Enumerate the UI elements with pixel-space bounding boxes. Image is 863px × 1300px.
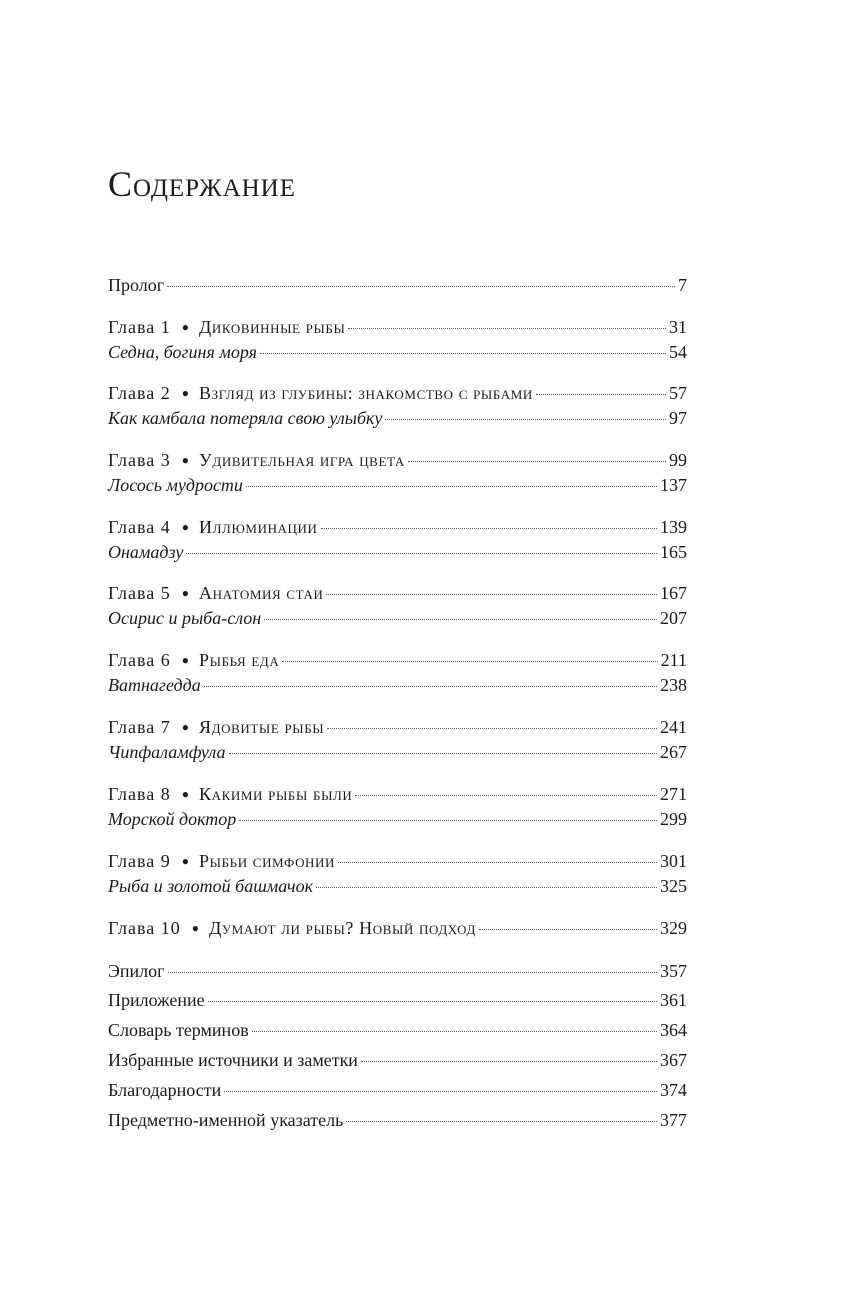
subentry-page: 207: [660, 608, 687, 628]
dot-leader: [355, 794, 657, 796]
toc-subentry-7[interactable]: [108, 740, 687, 764]
toc-chapter-1[interactable]: [108, 315, 687, 341]
page-title: Содержание: [108, 164, 297, 204]
toc-chapter-2[interactable]: [108, 381, 687, 407]
toc-entry-prologue[interactable]: [108, 273, 687, 297]
chapter-title: Анатомия стаи: [199, 583, 324, 603]
dot-leader: [224, 1090, 657, 1092]
dot-leader: [246, 485, 657, 487]
toc-entry-page: 7: [678, 275, 687, 295]
subentry-page: 97: [669, 408, 687, 428]
toc-entry-appendix[interactable]: [108, 988, 687, 1012]
toc-subentry-9[interactable]: [108, 874, 687, 898]
dot-leader: [229, 752, 658, 754]
dot-leader: [252, 1030, 657, 1032]
chapter-label: Глава 8: [108, 784, 171, 804]
subentry-title: Морской доктор: [108, 809, 237, 829]
chapter-label: Глава 1: [108, 317, 171, 337]
subentry-title: Лосось мудрости: [108, 475, 243, 495]
chapter-label: Глава 2: [108, 383, 171, 403]
bullet-icon: ●: [181, 720, 190, 734]
chapter-page: 211: [660, 650, 687, 670]
chapter-title: Какими рыбы были: [199, 784, 353, 804]
dot-leader: [536, 393, 666, 395]
toc-subentry-6[interactable]: [108, 673, 687, 697]
bullet-icon: ●: [181, 386, 190, 400]
toc-entry-title: Избранные источники и заметки: [108, 1050, 358, 1070]
dot-leader: [479, 928, 657, 930]
dot-leader: [361, 1060, 657, 1062]
toc-chapter-7[interactable]: [108, 715, 687, 741]
dot-leader: [168, 971, 657, 973]
bullet-icon: ●: [191, 921, 200, 935]
bullet-icon: ●: [181, 586, 190, 600]
toc-entry-epilogue[interactable]: [108, 959, 687, 983]
toc-subentry-8[interactable]: [108, 807, 687, 831]
toc-subentry-4[interactable]: [108, 540, 687, 564]
dot-leader: [321, 527, 657, 529]
chapter-label: Глава 4: [108, 517, 171, 537]
toc-entry-sources[interactable]: [108, 1048, 687, 1072]
chapter-page: 139: [660, 517, 687, 537]
toc-chapter-8[interactable]: [108, 782, 687, 808]
chapter-label: Глава 10: [108, 918, 181, 938]
toc-subentry-3[interactable]: [108, 473, 687, 497]
chapter-page: 99: [669, 450, 687, 470]
toc-entry-title: Эпилог: [108, 961, 165, 981]
toc-entry-title: Приложение: [108, 990, 205, 1010]
chapter-page: 57: [669, 383, 687, 403]
chapter-label: Глава 5: [108, 583, 171, 603]
chapter-page: 31: [669, 317, 687, 337]
chapter-title: Рыбьи симфонии: [199, 851, 336, 871]
chapter-title: Думают ли рыбы? Новый подход: [209, 918, 476, 938]
dot-leader: [264, 618, 657, 620]
subentry-page: 299: [660, 809, 687, 829]
toc-entry-page: 364: [660, 1020, 687, 1040]
toc-entry-page: 357: [660, 961, 687, 981]
subentry-page: 267: [660, 742, 687, 762]
toc-entry-page: 367: [660, 1050, 687, 1070]
subentry-page: 54: [669, 342, 687, 362]
toc-chapter-9[interactable]: [108, 849, 687, 875]
chapter-page: 271: [660, 784, 687, 804]
chapter-title: Взгляд из глубины: знакомство с рыбами: [199, 383, 533, 403]
subentry-title: Седна, богиня моря: [108, 342, 257, 362]
subentry-title: Онамадзу: [108, 542, 184, 562]
dot-leader: [327, 727, 657, 729]
chapter-page: 329: [660, 918, 687, 938]
chapter-page: 167: [660, 583, 687, 603]
subentry-page: 325: [660, 876, 687, 896]
bullet-icon: ●: [181, 653, 190, 667]
subentry-title: Чипфаламфула: [108, 742, 226, 762]
subentry-title: Ватнагедда: [108, 675, 201, 695]
subentry-page: 165: [660, 542, 687, 562]
toc-subentry-5[interactable]: [108, 606, 687, 630]
dot-leader: [338, 861, 657, 863]
chapter-title: Удивительная игра цвета: [199, 450, 405, 470]
subentry-title: Осирис и рыба-слон: [108, 608, 262, 628]
chapter-label: Глава 3: [108, 450, 171, 470]
chapter-label: Глава 9: [108, 851, 171, 871]
subentry-page: 238: [660, 675, 687, 695]
toc-entry-page: 377: [660, 1110, 687, 1130]
bullet-icon: ●: [181, 320, 190, 334]
chapter-title: Диковинные рыбы: [199, 317, 346, 337]
dot-leader: [167, 285, 675, 287]
dot-leader: [208, 1000, 657, 1002]
toc-subentry-2[interactable]: [108, 406, 687, 430]
chapter-label: Глава 6: [108, 650, 171, 670]
toc-entry-glossary[interactable]: [108, 1018, 687, 1042]
dot-leader: [239, 819, 657, 821]
subentry-title: Рыба и золотой башмачок: [108, 876, 314, 896]
toc-entry-title: Пролог: [108, 275, 165, 295]
toc-entry-page: 374: [660, 1080, 687, 1100]
bullet-icon: ●: [181, 787, 190, 801]
toc-entry-index[interactable]: [108, 1108, 687, 1132]
toc-subentry-1[interactable]: [108, 340, 687, 364]
dot-leader: [326, 593, 657, 595]
dot-leader: [385, 418, 666, 420]
chapter-label: Глава 7: [108, 717, 171, 737]
chapter-title: Рыбья еда: [199, 650, 280, 670]
subentry-page: 137: [660, 475, 687, 495]
chapter-page: 301: [660, 851, 687, 871]
bullet-icon: ●: [181, 854, 190, 868]
dot-leader: [186, 552, 657, 554]
bullet-icon: ●: [181, 520, 190, 534]
toc-chapter-6[interactable]: [108, 648, 687, 674]
chapter-title: Ядовитые рыбы: [199, 717, 325, 737]
dot-leader: [346, 1120, 657, 1122]
dot-leader: [204, 685, 657, 687]
toc-chapter-5[interactable]: [108, 581, 687, 607]
subentry-title: Как камбала потеряла свою улыбку: [108, 408, 383, 428]
dot-leader: [282, 660, 657, 662]
toc-entry-acknowledgements[interactable]: [108, 1078, 687, 1102]
toc-chapter-10[interactable]: [108, 916, 687, 942]
dot-leader: [316, 886, 657, 888]
chapter-title: Иллюминации: [199, 517, 318, 537]
dot-leader: [348, 327, 666, 329]
dot-leader: [260, 352, 666, 354]
toc-entry-title: Благодарности: [108, 1080, 222, 1100]
toc-entry-title: Словарь терминов: [108, 1020, 249, 1040]
bullet-icon: ●: [181, 453, 190, 467]
toc-entry-page: 361: [660, 990, 687, 1010]
dot-leader: [408, 460, 666, 462]
toc-chapter-4[interactable]: [108, 515, 687, 541]
toc-chapter-3[interactable]: [108, 448, 687, 474]
toc-entry-title: Предметно-именной указатель: [108, 1110, 344, 1130]
chapter-page: 241: [660, 717, 687, 737]
